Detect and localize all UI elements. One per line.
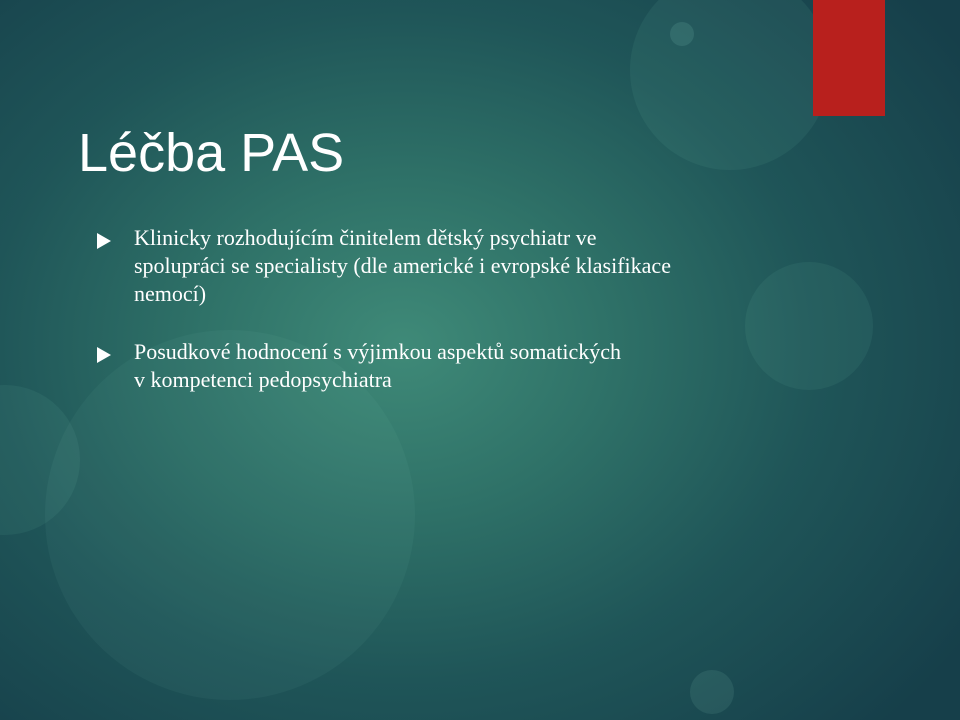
bullet-item: [97, 338, 797, 394]
decorative-bubble: [630, 0, 830, 170]
bullet-text-line: v kompetenci pedopsychiatra: [134, 367, 392, 392]
bullet-list: [97, 224, 797, 424]
bullet-text-line: Klinicky rozhodujícím činitelem dětský psychiatr ve: [134, 225, 597, 250]
bullet-text-line: nemocí): [134, 281, 207, 306]
slide-title: Léčba PAS: [78, 123, 345, 183]
decorative-bubble: [670, 22, 694, 46]
triangle-right-icon: [97, 347, 111, 363]
bullet-text-line: spolupráci se specialisty (dle americké i evropské klasifikace: [134, 253, 671, 278]
bullet-item: [97, 224, 797, 308]
decorative-bubble: [690, 670, 734, 714]
red-accent-tab: [813, 0, 885, 116]
triangle-right-icon: [97, 233, 111, 249]
bullet-text-line: Posudkové hodnocení s výjimkou aspektů somatických: [134, 339, 621, 364]
